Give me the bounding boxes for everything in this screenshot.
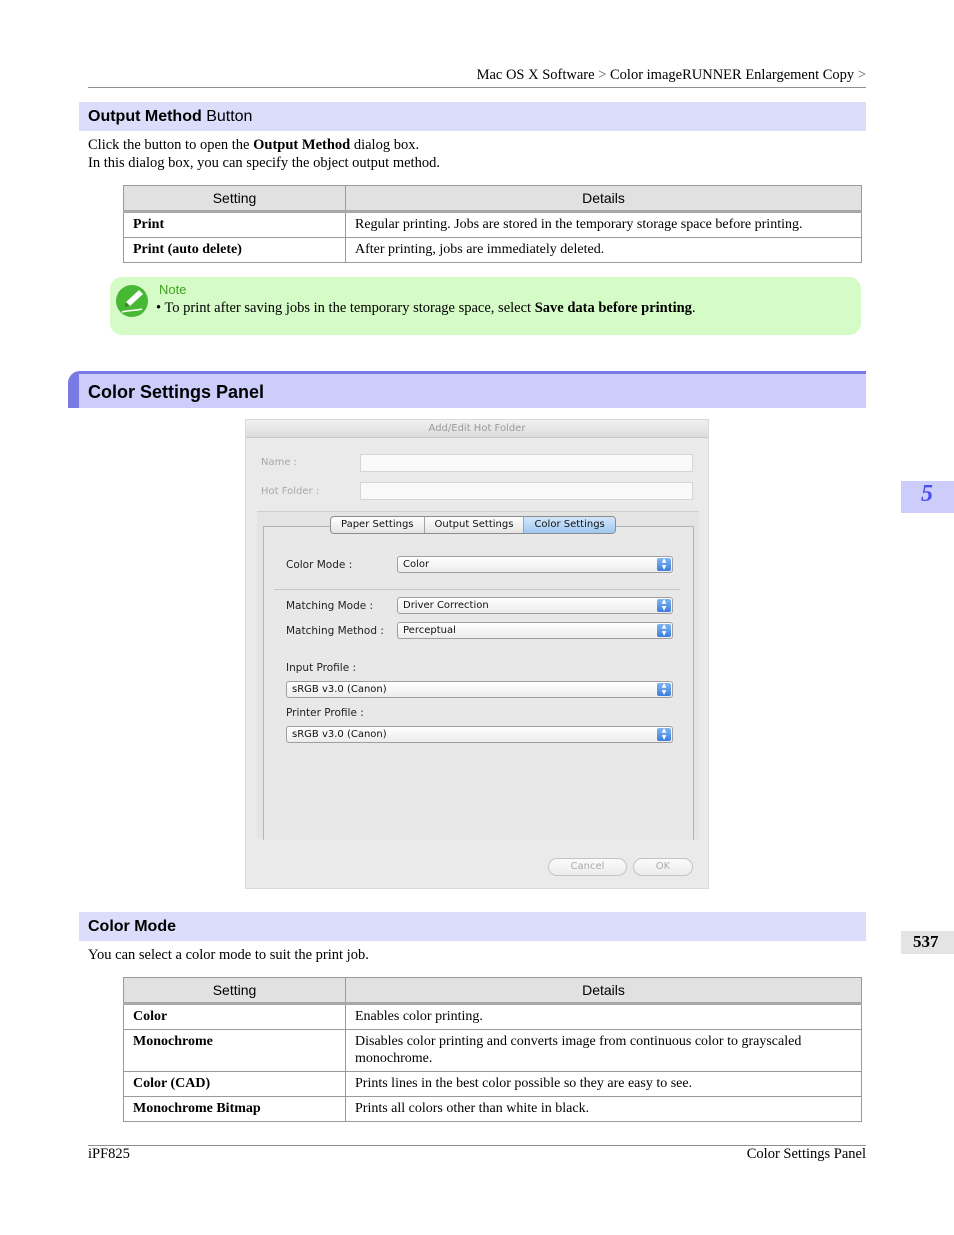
column-header-details: Details xyxy=(346,186,862,212)
setting-cell: Color xyxy=(124,1004,346,1030)
selected-value: Driver Correction xyxy=(403,600,489,611)
setting-cell: Color (CAD) xyxy=(124,1072,346,1097)
printer-profile-select[interactable] xyxy=(286,726,673,743)
note-box xyxy=(110,277,861,335)
matching-mode-label: Matching Mode : xyxy=(286,600,374,612)
popup-arrows-icon: ▲ ▼ xyxy=(657,624,671,637)
tab-output-settings[interactable]: Output Settings xyxy=(425,517,525,533)
breadcrumb-separator: > xyxy=(857,67,866,83)
ok-button[interactable]: OK xyxy=(633,858,693,876)
popup-arrows-icon: ▲ ▼ xyxy=(657,599,671,612)
chapter-tab[interactable] xyxy=(901,481,954,513)
chapter-section-heading xyxy=(68,371,866,408)
setting-cell: Print (auto delete) xyxy=(124,238,346,263)
breadcrumb xyxy=(477,67,866,84)
name-field[interactable] xyxy=(360,454,693,472)
output-method-paragraph-2: In this dialog box, you can specify the object output method. xyxy=(88,155,440,171)
matching-mode-select[interactable] xyxy=(397,597,673,614)
heading-bold-part: Color Mode xyxy=(88,918,176,935)
dialog-title: Add/Edit Hot Folder xyxy=(246,420,708,438)
breadcrumb-item[interactable]: Color imageRUNNER Enlargement Copy xyxy=(610,67,855,83)
text-bold: Save data before printing xyxy=(534,300,692,316)
setting-cell: Monochrome xyxy=(124,1030,346,1072)
table-row xyxy=(124,1097,862,1122)
selected-value: Color xyxy=(403,559,430,570)
color-mode-table xyxy=(123,977,862,1122)
column-header-details: Details xyxy=(346,978,862,1004)
text-bold: Output Method xyxy=(253,137,351,153)
section-heading-color-mode xyxy=(79,912,866,941)
details-cell: Prints all colors other than white in black. xyxy=(346,1097,862,1122)
column-header-setting: Setting xyxy=(124,978,346,1004)
tab-paper-settings[interactable]: Paper Settings xyxy=(331,517,425,533)
selected-value: Perceptual xyxy=(403,625,456,636)
table-header-row xyxy=(124,978,862,1004)
tab-color-settings[interactable]: Color Settings xyxy=(524,517,614,533)
text: To print after saving jobs in the temporary storage space, select xyxy=(164,300,535,316)
matching-method-select[interactable] xyxy=(397,622,673,639)
text: . xyxy=(691,300,696,316)
hot-folder-dialog xyxy=(245,419,709,889)
page-number: 537 xyxy=(913,932,939,951)
details-cell: Prints lines in the best color possible so they are easy to see. xyxy=(346,1072,862,1097)
section-heading-label xyxy=(88,918,176,936)
section-heading-output-method xyxy=(79,102,866,131)
color-mode-select[interactable] xyxy=(397,556,673,573)
tab-bar xyxy=(330,516,616,534)
color-mode-label: Color Mode : xyxy=(286,559,353,571)
selected-value: sRGB v3.0 (Canon) xyxy=(292,684,387,695)
selected-value: sRGB v3.0 (Canon) xyxy=(292,729,387,740)
color-mode-intro: You can select a color mode to suit the print job. xyxy=(88,947,369,963)
input-profile-select[interactable] xyxy=(286,681,673,698)
output-method-table xyxy=(123,185,862,263)
table-row xyxy=(124,1072,862,1097)
note-pencil-icon xyxy=(115,282,151,318)
setting-cell: Monochrome Bitmap xyxy=(124,1097,346,1122)
matching-method-label: Matching Method : xyxy=(286,625,384,637)
header-divider xyxy=(88,87,866,88)
hot-folder-label: Hot Folder : xyxy=(261,486,320,497)
bullet: • xyxy=(156,300,162,316)
output-method-paragraph-1 xyxy=(88,136,419,154)
section-heading-label xyxy=(88,108,252,126)
popup-arrows-icon: ▲ ▼ xyxy=(657,558,671,571)
table-row xyxy=(124,1030,862,1072)
popup-arrows-icon: ▲ ▼ xyxy=(657,728,671,741)
printer-profile-label: Printer Profile : xyxy=(286,707,364,719)
footer-section: Color Settings Panel xyxy=(746,1146,866,1162)
footer-model: iPF825 xyxy=(88,1146,130,1162)
heading-rest-part: Button xyxy=(201,108,253,125)
table-header-row xyxy=(124,186,862,212)
breadcrumb-item[interactable]: Mac OS X Software xyxy=(476,67,595,83)
cancel-button[interactable]: Cancel xyxy=(548,858,627,876)
setting-cell: Print xyxy=(124,212,346,238)
details-cell: Regular printing. Jobs are stored in the temporary storage space before printing. xyxy=(346,212,862,238)
text: dialog box. xyxy=(350,137,420,153)
details-cell: Enables color printing. xyxy=(346,1004,862,1030)
table-row xyxy=(124,238,862,263)
popup-arrows-icon: ▲ ▼ xyxy=(657,683,671,696)
text: Click the button to open the xyxy=(88,137,254,153)
name-label: Name : xyxy=(261,457,298,468)
breadcrumb-separator: > xyxy=(598,67,607,83)
note-text xyxy=(156,300,696,317)
chapter-number: 5 xyxy=(921,481,933,507)
table-row xyxy=(124,1004,862,1030)
hot-folder-field[interactable] xyxy=(360,482,693,500)
column-header-setting: Setting xyxy=(124,186,346,212)
separator xyxy=(274,589,680,590)
note-title: Note xyxy=(159,282,187,297)
page-number-tab xyxy=(901,931,954,954)
input-profile-label: Input Profile : xyxy=(286,662,357,674)
section-heading-label: Color Settings Panel xyxy=(88,382,265,402)
table-row xyxy=(124,212,862,238)
details-cell: Disables color printing and converts image from continuous color to grayscaled monochrome. xyxy=(346,1030,862,1072)
heading-bold-part: Output Method xyxy=(88,108,202,125)
details-cell: After printing, jobs are immediately deleted. xyxy=(346,238,862,263)
